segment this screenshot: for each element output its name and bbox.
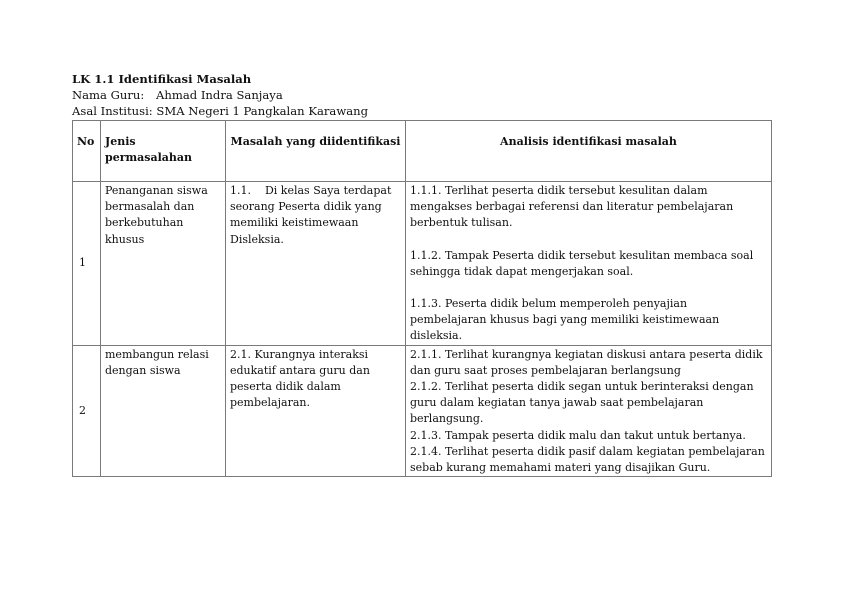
table-header-row [73, 121, 772, 182]
problem-identification-table [72, 120, 772, 477]
analysis-item: 2.1.4. Terlihat peserta didik pasif dalam kegiatan pembelajaran sebab kurang memahami materi yang disajikan Guru. [410, 444, 765, 475]
column-header-analisis: Analisis identifikasi masalah [406, 121, 772, 182]
analisis-cell [406, 182, 772, 346]
analysis-item: 1.1.3. Peserta didik belum memperoleh penyajian pembelajaran khusus bagi yang memiliki keistimewaan disleksia. [410, 297, 720, 343]
document-title: LK 1.1 Identifikasi Masalah [72, 72, 252, 86]
teacher-name: Ahmad Indra Sanjaya [156, 88, 283, 102]
analysis-item: 2.1.2. Terlihat peserta didik segan untuk berinteraksi dengan guru dalam kegiatan tanya jawab saat pembelajaran berlangsung. [410, 380, 754, 426]
masalah-cell: 2.1. Kurangnya interaksi edukatif antara guru dan peserta didik dalam pembelajaran. [226, 345, 406, 477]
analysis-item: 2.1.3. Tampak peserta didik malu dan takut untuk bertanya. [410, 428, 746, 442]
jenis-cell: membangun relasi dengan siswa [101, 345, 226, 477]
analysis-item: 1.1.2. Tampak Peserta didik tersebut kesulitan membaca soal sehingga tidak dapat mengerjakan soal. [410, 248, 754, 278]
analysis-item: 1.1.1. Terlihat peserta didik tersebut kesulitan dalam mengakses berbagai referensi dan literatur pembelajaran berbentuk tulisan. [410, 184, 734, 230]
row-number: 1 [73, 182, 101, 346]
column-header-jenis: Jenis permasalahan [101, 121, 226, 182]
row-number: 2 [73, 345, 101, 477]
teacher-label: Nama Guru: [72, 88, 145, 102]
document-page [72, 71, 772, 477]
institution-line [72, 103, 772, 119]
column-header-no: No [73, 121, 101, 182]
table-row [73, 345, 772, 477]
masalah-cell: 1.1. Di kelas Saya terdapat seorang Peserta didik yang memiliki keistimewaan Disleksia. [226, 182, 406, 346]
analisis-cell [406, 345, 772, 477]
institution-name: SMA Negeri 1 Pangkalan Karawang [156, 104, 369, 118]
teacher-line [72, 87, 772, 103]
institution-label: Asal Institusi: [72, 104, 153, 118]
jenis-cell: Penanganan siswa bermasalah dan berkebutuhan khusus [101, 182, 226, 346]
analysis-item: 2.1.1. Terlihat kurangnya kegiatan diskusi antara peserta didik dan guru saat proses pembelajaran berlangsung [410, 347, 763, 377]
column-header-masalah: Masalah yang diidentifikasi [226, 121, 406, 182]
table-row [73, 182, 772, 346]
